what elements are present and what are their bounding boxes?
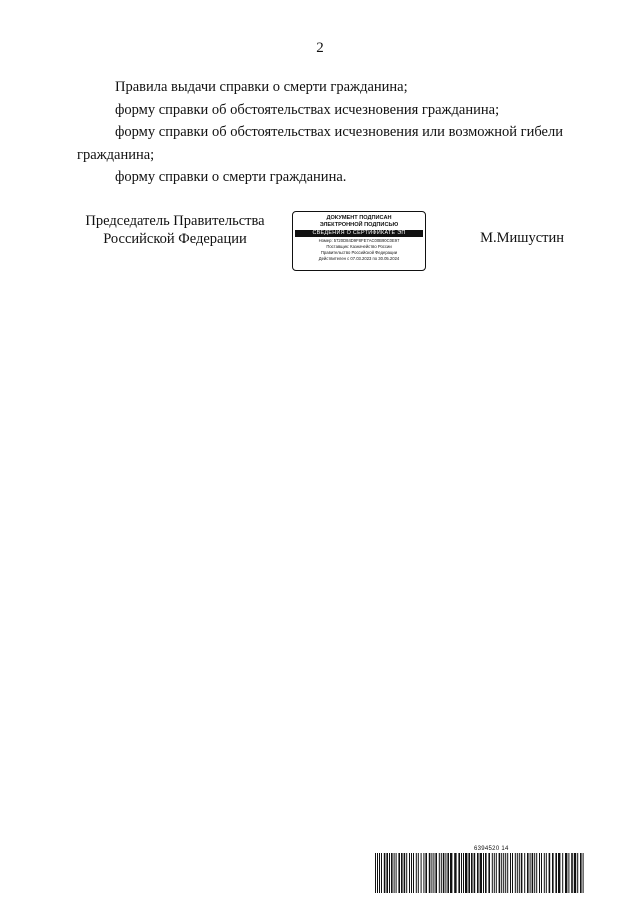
signer-name: М.Мишустин <box>480 230 564 246</box>
electronic-signature-stamp <box>292 211 426 271</box>
signatory-position-line2: Российской Федерации <box>103 231 247 247</box>
signatory-position <box>70 212 280 248</box>
paragraph-disappearance-form: форму справки об обстоятельствах исчезновения гражданина; <box>115 101 500 118</box>
stamp-supplier: Поставщик: Казначейство России <box>326 243 392 249</box>
stamp-title-line1: ДОКУМЕНТ ПОДПИСАН <box>326 215 392 221</box>
stamp-title-line2: ЭЛЕКТРОННОЙ ПОДПИСЬЮ <box>319 221 399 228</box>
barcode-number: 6394520 14 <box>474 846 509 852</box>
paragraph-disappearance-or-death-form: форму справки об обстоятельствах исчезновения или возможной гибели гражданина; <box>77 124 563 163</box>
stamp-validity: Действителен с 07.03.2023 по 30.05.2024 <box>318 256 400 262</box>
stamp-certificate-bar: СВЕДЕНИЯ О СЕРТИФИКАТЕ ЭП <box>295 230 423 237</box>
page-number: 2 <box>316 40 324 56</box>
paragraph-rules: Правила выдачи справки о смерти гражданина; <box>115 79 408 95</box>
barcode-image <box>374 853 588 893</box>
signatory-position-line1: Председатель Правительства <box>85 213 265 229</box>
paragraph-death-form: форму справки о смерти гражданина. <box>115 169 347 185</box>
document-body <box>77 76 563 189</box>
stamp-certificate-number: Номер: 5720D84D9F8FE7AC00B90C0E97 <box>318 237 400 243</box>
stamp-owner: Правительство Российской Федерации <box>320 250 398 255</box>
